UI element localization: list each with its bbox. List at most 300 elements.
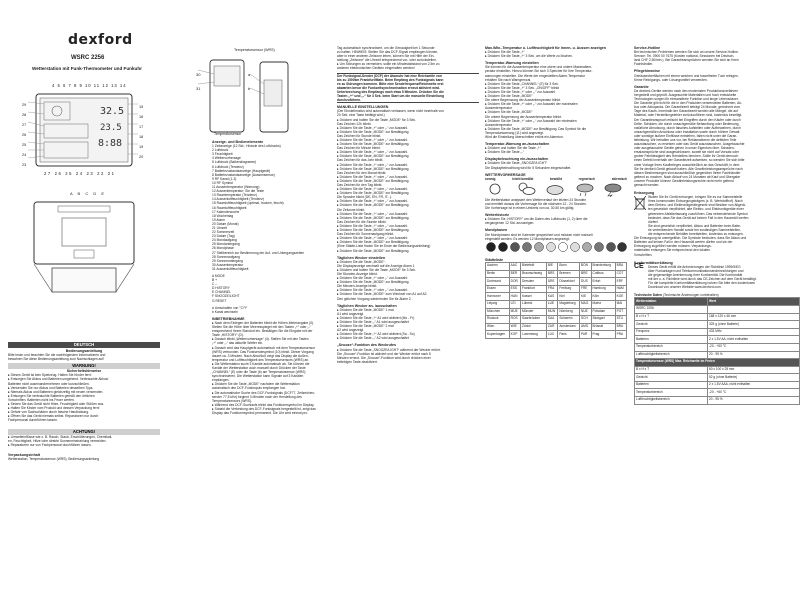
hotline-line: Fachhändler. xyxy=(634,62,654,67)
disposal-line: materialien entsorgen Sie entsprechend den lokalen xyxy=(634,248,711,253)
control-item: 4 Wettervorhersage xyxy=(212,156,241,161)
city-cell: HAM xyxy=(615,285,626,293)
warranty-line: natürliche Abnutzung, durch falsches Aufstellen oder Aufbewahren, durch xyxy=(634,125,741,130)
disposal-line: Vorschriften. xyxy=(634,252,653,257)
temp-warning-line: ▸ Drücken Sie die Taste „+“ oder „-“ zur Auswahl der minimalen xyxy=(485,118,577,123)
city-cell: Kassel xyxy=(521,293,547,301)
intro-line: stellung „Zeitzone“ die Uhrzeit entsprechend vor- oder zurückstellen. xyxy=(337,58,437,63)
city-cell: Münster xyxy=(521,308,547,316)
forecast-icons xyxy=(485,181,627,197)
tech-row xyxy=(635,343,800,351)
intro-line: Tag automatisch synchronisiert, um die Genauigkeit bei 1 Sekunde xyxy=(337,46,435,50)
city-cell: KOE xyxy=(615,293,626,301)
control-item: 23 Datum (Tag) xyxy=(212,234,235,239)
city-cell: DUS xyxy=(580,278,592,286)
tech-cell: 168 x 120 x 46 mm xyxy=(708,313,800,321)
control-item: 11 Aussentemperatur (Warnung) xyxy=(212,185,260,190)
setup-line: empfangen. xyxy=(212,378,230,383)
warranty-line: Material- oder Herstellungsfehler zurückzuführen sind, kostenlos beseitigt. xyxy=(634,113,743,118)
control-item: 16 Raumluftfeuchtigkeit xyxy=(212,205,247,210)
control-item: 3 Feuchtigkeit xyxy=(212,152,233,157)
sensor-button-item: b Kanal wechseln xyxy=(212,309,238,314)
column-2 xyxy=(212,0,324,614)
moon-line: Die Mondphasen sind im Kalender gespeichert und müssen nicht manuell xyxy=(485,232,593,237)
city-cell: PRA xyxy=(615,331,626,339)
warranty-line: Sie Ihr dexford-Gerät gekauft haben. Alle Gewährleistungsansprüche nach xyxy=(634,166,743,171)
tech-cell: 2 x 1,5V AAA, nicht enthalten xyxy=(708,381,800,389)
alarm-set-title: Täglichen Wecker einstellen xyxy=(337,255,386,260)
column-3 xyxy=(337,0,479,614)
disposal-line: Batterien auf keinen Fall in den Hausmüll werfen dürfen und sie der xyxy=(634,240,733,245)
manual-line: Das Zeichen für das Jahr blinkt. xyxy=(337,158,384,163)
safety-line: ▸ Entsorgen Sie Akkus und Batterien umgehend. Verbrauchte Akkus/ xyxy=(8,377,109,382)
forecast-line: und ermittelt daraus die Vorhersage für die nächsten 12 - 24 Stunden. xyxy=(485,202,587,206)
city-cell: SAA xyxy=(546,316,558,324)
city-cell: Köln xyxy=(591,293,615,301)
tech-cell: Gewicht xyxy=(635,321,708,329)
safety-line: ▸ Dieses Gerät ist kein Spielzeug. Halten Sie Kinder fern! xyxy=(8,373,92,378)
tech-row xyxy=(635,305,800,313)
manual-line: ▸ Drücken Sie die Taste „+“ oder „-“ zur Auswahl. xyxy=(337,162,408,167)
control-item: 9 RF Kanal (1-3) xyxy=(212,176,237,181)
city-cell: DRE xyxy=(546,278,558,286)
warranty-line: geltend zu machen. Nach Ablauf von 24 Monaten ab Kauf und Übergabe xyxy=(634,174,741,179)
safety-line: Vorschriften. Batterien nicht ins Feuer werfen. xyxy=(8,397,75,402)
tech-row xyxy=(635,313,800,321)
bin-icon xyxy=(634,196,646,210)
tech-cell: 60 x 100 x 25 mm xyxy=(708,366,800,374)
warranty-line: oder ausgetauschte Geräte gehen in unser Eigentum über. Schaden- xyxy=(634,146,735,151)
control-item: 25 Monduntergang xyxy=(212,242,240,247)
forecast-title: WETTERVORHERSAGE xyxy=(485,172,526,177)
care-line: Gehäuseoberflächen mit einem weichen und fusselfreien Tuch reinigen. xyxy=(634,73,739,78)
temp-warning-line: warnungen einstellen. Die Werte der eingestellten Alarm-Temperatur xyxy=(485,73,585,78)
city-cell: Wien xyxy=(486,323,510,331)
achtung-line: en, Feuchtigkeit, Hitze oder direkte Sonneneinstrahlung vermeiden. xyxy=(8,438,107,443)
manual-text-line: bewahren Sie diese Bedienungsanleitung zum Nachschlagen auf! xyxy=(8,357,105,362)
tech-cell: 20 - 95 % xyxy=(708,351,800,359)
city-cell: Bremen xyxy=(558,270,580,278)
safety-line: Fachpersonal durchführen lassen. xyxy=(8,418,58,423)
city-cell: LEI xyxy=(509,300,520,308)
disposal-title: Entsorgung xyxy=(634,191,655,196)
city-row xyxy=(486,293,627,301)
temp-warning-title: Temperatur-Warnung einstellen xyxy=(485,61,539,66)
city-cell: Lübeck xyxy=(521,300,547,308)
tech-cell: B x H x T xyxy=(635,366,708,374)
city-cell: Potsdam xyxy=(591,308,615,316)
tech-head-row: Wetterstation Wert xyxy=(635,298,800,306)
manual-line: ▸ Drücken Sie die Taste „MODE“ zur Bestätigung. xyxy=(337,166,410,171)
setup-line: entsprechend Ihrem Standort ein. Bestätigen Sie die Eingabe mit der xyxy=(212,329,313,334)
tech-cell: Frequenz xyxy=(635,328,708,336)
safety-line: ▸ Halten Sie Kinder vom Produkt und dessen Verpackung fern! xyxy=(8,406,100,411)
sensor-top-label: Temperatursensor (WRS) xyxy=(234,48,275,52)
control-item: 8 Batteriezustandsanzeige (Aussensensor) xyxy=(212,172,275,177)
city-cell: WIE xyxy=(509,323,520,331)
city-row xyxy=(486,285,627,293)
alarm-toggle-line: A2 wird angezeigt xyxy=(337,328,364,333)
control-item: 15 Raumluftfeuchtigkeit (optimal, trocken, feucht) xyxy=(212,201,284,206)
tech-cell: -20 - +60 °C xyxy=(708,389,800,397)
city-row xyxy=(486,331,627,339)
manual-line: ▸ Drücken und halten Sie die Taste „MODE“ für 3 Sek. xyxy=(337,117,416,122)
achtung-line: ▸ Reparaturen nur von Fachpersonal durchführen lassen. xyxy=(8,442,92,447)
setup-title: INBETRIEBNAHME xyxy=(212,316,245,321)
control-item: 24 Mondaufgang xyxy=(212,238,237,243)
snooze-line: Die „Snooze“-Funktion ist aktiviert und der Wecker ertönt nach 5 xyxy=(337,351,431,356)
ce-mark-icon: CE xyxy=(634,262,644,270)
manual-line: Das Zeichen für Minute blinkt. xyxy=(337,146,381,151)
warranty-line: unter Vorlage Ihres Kaufbeleges ausschließlich an das Geschäft, in dem xyxy=(634,162,740,167)
safety-title: Sicherheitshinweise xyxy=(66,369,102,374)
tech-cell: WSRC 2256 xyxy=(635,305,708,313)
city-cell: Nürnberg xyxy=(558,308,580,316)
temp-warning-line: Wird die Einstellung überschritten ertönt ein Alarmton. xyxy=(485,134,564,139)
alarm-toggle-line: ▸ Drücken Sie die Taste „MODE“ 2 mal xyxy=(337,324,394,329)
manual-line: ▸ Drücken Sie die Taste „MODE“ zur Bestätigung. xyxy=(337,228,410,233)
city-row xyxy=(486,323,627,331)
manual-line: (Eine Städte-Liste finden Sie im Ende der Bedienungsanleitung) xyxy=(337,244,431,249)
disposal-line: ten gesetzlich verpflichtet, alte Elektro- und Elektronikgeräte einer xyxy=(648,207,744,212)
manual-line: ▸ Drücken Sie die Taste „+“ oder „-“ zur Auswahl. xyxy=(337,236,408,241)
product-subtitle: Wetterstation mit Funk-Thermometer und Funkuhr xyxy=(32,66,142,71)
disposal-line: bedeutet, dass Sie das Gerät auf keinen Fall in den Hausmüll werfen xyxy=(648,215,749,220)
tech-cell: Gewicht xyxy=(635,374,708,382)
city-cell: Amsterdam xyxy=(558,323,580,331)
manual-line: ▸ Drücken Sie die Taste „+“ oder „-“ zur Auswahl. xyxy=(337,187,408,192)
manual-line: ▸ Drücken Sie die Taste „+“ oder „-“ zur Auswahl. xyxy=(337,174,408,179)
manual-line: ▸ Drücken Sie die Taste „+“ oder „-“ zur Auswahl. xyxy=(337,199,408,204)
tech-row xyxy=(635,328,800,336)
setup-line: ▸ Danach blinkt „Wettervorhersage“ (4). Stellen Sie mit den Tasten xyxy=(212,337,309,342)
city-cell: DOR xyxy=(509,278,520,286)
manual-text-line: Bitte lesen und beachten Sie die nachfolgenden Informationen und xyxy=(8,353,106,358)
city-cell: KIE xyxy=(580,293,592,301)
alarm-toggle-line: ▸ Drücken Sie die Taste „+“ A2 wird aktiviert (Sa - So) xyxy=(337,332,415,337)
city-cell: ROS xyxy=(509,316,520,324)
city-cell: Saarbrücken xyxy=(521,316,547,324)
temp-warning-line: ▸ Drücken Sie die Taste „MODE“ zur Bestätigung. Das Symbol für die xyxy=(485,126,587,131)
warranty-line: ersatzansprüche sind ausgeschlossen, soweit sie nicht auf Vorsatz oder xyxy=(634,150,740,155)
tech-cell: 20 - 95 % xyxy=(708,397,800,405)
manual-line: ▸ Drücken Sie die Taste „+“ oder „-“ zur Auswahl. xyxy=(337,150,408,155)
control-item: 22 Sommerzeit xyxy=(212,230,235,235)
deutsch-heading: DEUTSCH xyxy=(8,342,160,348)
safety-line: ▸ Setzen Sie das Gerät nicht Hitze, Feuchtigkeit oder Stößen aus. xyxy=(8,402,105,407)
intro-line: anderen elektronischen Geräten eingehalten werden! xyxy=(337,66,415,71)
control-item: 12 Aussentemperatur; Sie die Teste xyxy=(212,189,264,194)
snooze-title: „Snooze“-Funktion des Weckrufes xyxy=(337,343,397,348)
city-cell: Bonn xyxy=(558,262,580,270)
tech-row xyxy=(635,374,800,382)
tech-table xyxy=(634,297,800,404)
intro-line: zu halten. HINWEIS: Stellen Sie das DCF-Signal empfangen können, xyxy=(337,50,439,55)
control-item: 14 Aussenluftfeuchtigkeit (Tendenz) xyxy=(212,197,265,202)
control-item: 30 Aussentemperatur xyxy=(212,262,244,267)
city-cell: MUE xyxy=(509,308,520,316)
manual-line: Die Zeitzone blinkt. xyxy=(337,207,366,212)
manual-line: ▸ Drücken Sie die Taste „+“ oder „-“ zur Auswahl. xyxy=(337,211,408,216)
city-cell: Aachen xyxy=(486,262,510,270)
minmax-line: ▸ Drücken Sie die Taste „+“ 3 Sek. um die Werte zu löschen. xyxy=(485,54,573,59)
city-table xyxy=(485,262,627,339)
snooze-line: ▸ Drücken Sie die Taste „SNOOZE/LIGHT“ während der Wecker ertönt. xyxy=(337,347,441,352)
intro-line: aber in einer anderen Zeitzone leben, können Sie mit Hilfe der Ein- xyxy=(337,54,435,59)
conformity-line: die gegenseitige Anerkennung ihrer Konformität. Die Konformität xyxy=(648,272,743,277)
control-item: 10 RF Symbol xyxy=(212,180,233,185)
warranty-line: kus oder Akkupacks. Die Garantiezeit beträgt 24 Monate, gerechnet vom xyxy=(634,105,741,110)
city-row xyxy=(486,278,627,286)
manual-settings-title: MANUELLE EINSTELLUNGEN xyxy=(337,105,389,110)
city-cell: BON xyxy=(580,262,592,270)
backlight-line: Die Displaybeleuchtung wird für 5 Sekunden eingeschaltet. xyxy=(485,165,572,170)
warranty-line: gemacht werden. xyxy=(634,183,660,187)
city-cell: Freiburg xyxy=(558,285,580,293)
city-cell: Frankfurt xyxy=(521,285,547,293)
contents-title: Verpackungsinhalt xyxy=(8,452,40,457)
disposal-line: Ihres kommunalen Entsorgungsträgers (z. B. Wertstoffhof). Nach xyxy=(648,199,743,204)
city-cell: Brandenburg xyxy=(591,262,615,270)
safety-line: ▸ Öffnen Sie das Gerät niemals selbst. Reparaturen nur durch xyxy=(8,414,99,419)
city-cell: Rostock xyxy=(486,316,510,324)
warranty-line: auszutauschen, zu ersetzen oder das Gerät auszutauschen. Ausgetauschte xyxy=(634,142,745,147)
city-cell: ERF xyxy=(615,278,626,286)
display-illustration xyxy=(8,90,160,202)
disposal-line: Sie sind gesetzlich verpflichtet, Akkus und Batterien beim Batte- xyxy=(648,223,742,228)
city-cell: Braunschweig xyxy=(521,270,547,278)
city-cell: Hamburg xyxy=(591,285,615,293)
city-row xyxy=(486,270,627,278)
warning-toggle-title: Temperatur-Warnung an-/ausschalten xyxy=(485,142,550,147)
moon-title: Mondphasen xyxy=(485,228,508,233)
brand-logo: dexford xyxy=(68,32,133,48)
tech-cell: Luftfeuchtigkeitsbereich xyxy=(635,397,708,405)
tech-cell: B x H x T xyxy=(635,313,708,321)
disposal-line: Die Entsorgung ist unentgeltlich. Die Symbole bedeuten, dass Sie Akkus und xyxy=(634,236,747,241)
tech-row xyxy=(635,397,800,405)
sensor-label-a: a xyxy=(248,72,251,77)
city-cell: BRA xyxy=(615,262,626,270)
snooze-line: beliebigen Taste deaktiviert. xyxy=(337,359,378,364)
svg-text:23.5: 23.5 xyxy=(100,123,122,133)
tech-cell: 2 x 1,5V AA, nicht enthalten xyxy=(708,336,800,344)
manual-line: ▸ Drücken Sie die Taste „MODE“ zur Bestätigung. xyxy=(337,191,410,196)
minmax-line: ▸ Drücken Sie die Taste „+“ xyxy=(485,50,525,55)
safety-line: ▸ Entsorgen Sie verbrauchte Batterien gemäß den örtlichen xyxy=(8,393,95,398)
service-section xyxy=(634,46,800,405)
safety-section xyxy=(8,342,160,461)
tech-cell: -20 - +50 °C xyxy=(708,343,800,351)
city-cell: Cottbus xyxy=(591,270,615,278)
city-cell: HAN xyxy=(509,293,520,301)
warranty-line: Der Garantieanspruch erlischt bei Eingriffen durch den Käufer oder durch xyxy=(634,117,741,122)
setup-line: Display das Funkturmsymbol permanent. Die Uhr wird einmal pro xyxy=(212,411,308,415)
setup-line: „CHANNEL“ (E) oder die Taste (b) am Temperatursensor (WRS) xyxy=(212,370,306,375)
disposal-line: die entsprechende Behälter bereitstellen, kostenlos zu entsorgen. xyxy=(648,232,744,237)
setup-line: Temperatursensors (WRS). xyxy=(212,398,252,403)
city-cell: SCH xyxy=(580,316,592,324)
control-item: 31 Aussenluftfeuchtigkeit xyxy=(212,266,249,271)
sensor-label-30: 30 xyxy=(196,72,201,77)
manual-line: ▸ Drücken Sie die Taste „MODE“ zur Bestätigung. xyxy=(337,240,410,245)
button-item: C – xyxy=(212,282,218,287)
control-item: 20 Datum (Monat) xyxy=(212,221,239,226)
control-item: 21 Uhrzeit xyxy=(212,225,228,230)
control-item: 1 Zeitanzeige (12 Std.; Historie des Luftdrucks) xyxy=(212,144,281,149)
city-cell: FRA xyxy=(546,285,558,293)
manual-line: ▸ Drücken Sie die Taste „MODE“ zur Bestätigung. xyxy=(337,203,410,208)
manual-title: Bedienungsanleitung xyxy=(65,349,103,353)
svg-text:8:88: 8:88 xyxy=(98,138,123,149)
manual-line: ▸ Drücken Sie die Taste „MODE“ zur Bestätigung. xyxy=(337,215,410,220)
sensor-label-b: b xyxy=(248,86,251,91)
top-callouts: 4 5 6 7 8 9 10 11 12 13 14 xyxy=(52,83,127,88)
safety-line: ▸ Gefahr von Sachschäden durch falsche Handhabung. xyxy=(8,410,90,415)
tech-cell: Temperaturbereich xyxy=(635,389,708,397)
warranty-line: grober Fahrlässigkeit des Herstellers beruhen. Sollte Ihr Gerät dennoch xyxy=(634,154,739,159)
backlight-title: Displaybeleuchtung ein-/ausschalten xyxy=(485,157,549,162)
controls-title: Anzeige- und Bedienelemente xyxy=(212,140,264,144)
city-cell: LUE xyxy=(546,300,558,308)
city-cell: Düsseldorf xyxy=(558,278,580,286)
city-cell: Paris xyxy=(558,331,580,339)
setup-line: ▸ Die automatische Suche des DCF-Funksignals (DCF77, Zeitzeichen- xyxy=(212,390,316,395)
city-cell: KOP xyxy=(509,331,520,339)
button-item: F SNOOZE/LIGHT xyxy=(212,294,240,299)
setup-line: ▸ Sobald die Verbindung des DCF-Funksignals hergestellt ist, zeigt das xyxy=(212,406,316,411)
care-line: Keine Reinigungs- oder Lösungsmittel verwenden. xyxy=(634,77,708,82)
button-item: D HISTORY xyxy=(212,286,230,291)
history-title: Wetterhistorie xyxy=(485,213,510,218)
weather-section xyxy=(485,46,627,339)
city-cell: MAG xyxy=(580,300,592,308)
button-item: G RESET xyxy=(212,298,227,303)
city-row xyxy=(486,300,627,308)
city-cell: NUE xyxy=(580,308,592,316)
model-name: WSRC 2256 xyxy=(71,55,105,61)
temp-warning-line: ▸ Drücken Sie die Taste „+“ oder „-“ zur Auswahl xyxy=(485,89,556,94)
setup-line: ▸ Die Wetterstation sucht 3 Kanäle automatisch ab. Sie können die xyxy=(212,361,310,366)
button-item: E CHANNEL xyxy=(212,290,231,295)
column-4 xyxy=(485,0,627,614)
alarm-line: Den gleichen Vorgang wiederholen Sie für Alarm 2. xyxy=(337,296,412,301)
forecast-line: Die Vorhersage ist in einem Umkreis von ca. 30-50 km gültig. xyxy=(485,206,575,211)
conformity-line: Für die komplette Konformitätserklärung nutzen Sie bitte den kostenlosen xyxy=(648,281,756,286)
snooze-line: Minuten erneut. Die „Snooze“-Funktion wird durch drücken einer xyxy=(337,355,431,360)
setup-line: ▸ Danach wird das Hauptgerät automatisch mit dem Temperatursensor xyxy=(212,345,316,350)
warranty-line: unserer Produkte können Gewährleistungsrechte nicht mehr geltend xyxy=(634,178,734,183)
button-letters: A B C D E xyxy=(70,191,107,196)
alarm-line: ▸ Drücken und halten Sie die Taste „MODE“ für 3 Sek. xyxy=(337,267,416,272)
disposal-line: dürfen! xyxy=(648,219,659,224)
warranty-line: Dritte. Schäden, die durch unsachgemäße Behandlung oder Bedienung, xyxy=(634,121,740,126)
button-item: A MODE xyxy=(212,274,225,278)
achtung-line: ▸ Umwelteinflüsse wie z. B. Rauch, Staub, Erschütterungen, Chemikali- xyxy=(8,434,113,439)
tech-row xyxy=(635,351,800,359)
alarm-line: Die Stunden-Anzeige blinkt. xyxy=(337,271,378,276)
tech-cell: Luftfeuchtigkeitsbereich xyxy=(635,351,708,359)
city-cell: Stuttgart xyxy=(591,316,615,324)
right-callouts: 15 16 17 18 19 20 xyxy=(139,105,144,159)
warranty-line: Technologien sorgen für einwandfreie Funktion und lange Lebensdauer. xyxy=(634,97,739,102)
manual-line: ▸ Drücken Sie die Taste „MODE“ zur Bestätigung. xyxy=(337,248,410,253)
city-cell: Berlin xyxy=(486,270,510,278)
alarm-toggle-line: ▸ Drücken Sie die Taste „+“ A1 wird aktiviert (Mo - Fr) xyxy=(337,315,415,320)
tech-row xyxy=(635,336,800,344)
temp-warning-line: ▸ Drücken Sie die Taste „+“ 3 Sek. „ON/OFF“ blinkt xyxy=(485,85,560,90)
conformity-line: mit der o. a. Richtlinie wird durch das CE-Zeichen auf dem Gerät bestätigt. xyxy=(648,276,757,281)
tech-cell xyxy=(708,305,800,313)
column-5 xyxy=(634,0,800,614)
warning-heading: WARNUNG! xyxy=(8,363,160,369)
manual-line: ▸ Drücken Sie die Taste „MODE“ zur Bestätigung. xyxy=(337,142,410,147)
sensor-button-item: a Umschalten von °C/°F xyxy=(212,305,248,310)
city-cell: Mainz xyxy=(591,300,615,308)
warranty-line: Die Garantie gilt nicht für die in den Produkten verwendeten Batterien, Ak- xyxy=(634,101,742,106)
sensor-caption: Temperatursensor xyxy=(214,132,242,136)
city-cell: COT xyxy=(615,270,626,278)
manual-line: 20 Sek. eine Taste betätigt wird.) xyxy=(337,113,385,118)
city-row xyxy=(486,308,627,316)
city-cell: FRE xyxy=(580,285,592,293)
tech-title: Technische Daten (Technische Änderungen vorbehalten) xyxy=(634,293,719,298)
tech-cell: Batterien xyxy=(635,381,708,389)
city-cell: Kiel xyxy=(558,293,580,301)
column-1 xyxy=(8,0,160,614)
warning-toggle-line: ▸ Drücken Sie die Taste „-“ xyxy=(485,150,524,155)
manual-line: ▸ Drücken Sie die Taste „+“ oder „-“ zur Auswahl. xyxy=(337,125,408,130)
temp-warning-line: erhalten Sie nach Warngrenzal. xyxy=(485,77,532,82)
manual-line: ▸ Drücken Sie die Taste „+“ oder „-“ zur Auswahl. xyxy=(337,223,408,228)
city-cell: Luxemburg xyxy=(521,331,547,339)
manual-line: ▸ Drücken Sie die Taste „MODE“ zur Bestätigung. xyxy=(337,178,410,183)
alarm-line: ▸ Drücken Sie die Taste „+“ oder „-“ zur Auswahl. xyxy=(337,276,408,281)
disposal-line: rie vertreibenden Handel sowie bei zuständigen Sammelstellen, xyxy=(648,227,741,232)
achtung-heading: ACHTUNG! xyxy=(8,429,160,435)
tech-row xyxy=(635,389,800,397)
control-item: 18 Wochentag xyxy=(212,213,234,218)
manual-line: Das Zeichen für den Tag blinkt. xyxy=(337,183,383,187)
control-item: 13 Raumtemperatur (Tendenz) xyxy=(212,193,257,198)
back-view-diagram xyxy=(8,192,160,322)
manual-line: Die Sprache blinkt (DE, EN, FR, IT...). xyxy=(337,195,393,200)
alarm-line: Die Minuten-Anzeige blinkt. xyxy=(337,284,378,289)
care-title: Pflegehinweise xyxy=(634,69,660,74)
setup-line: ▸ Nach dem Einlegen der Batterien blinkt die Höhen-Meterangabe (0). xyxy=(212,320,315,325)
alarm-line: Die Displayanzeige wechselt auf die Anzeige Alarm 1 xyxy=(337,263,415,268)
disposal-line: Wollen Sie Ihr Gerät entsorgen, bringen Sie es zur Sammelstelle xyxy=(648,195,743,200)
setup-line: synchronisieren. Die Wetterstation kann Signale auf 3 Kanälen xyxy=(212,374,304,379)
city-cell: BRU xyxy=(615,323,626,331)
setup-line: automatisch den DCF-Funkimpuls empfangen hat. xyxy=(212,386,286,391)
city-cell: Dortmund xyxy=(486,278,510,286)
control-item: 17 Kalenderwoche xyxy=(212,209,240,214)
city-cell: Schwerin xyxy=(558,316,580,324)
hotline-line: Service: Tel. 0900 00 7675 (Kosten national, Sessionen bei Deutsch- xyxy=(634,54,735,59)
warning-toggle-line: ▸ Drücken und halten Sie die Taste „+“ xyxy=(485,146,541,151)
tech-head-row-2: Temperatursensor (WRS) Max. Reichweite im Freien xyxy=(635,359,800,367)
temp-warning-line: peratur einstellen. Hierzu können Sie sich 3 Speicher für Ihre Temperatur- xyxy=(485,69,593,74)
warranty-line: tieleistung. Wir behalten uns vor, bei Reklamationen die defekten Teile xyxy=(634,137,737,142)
warranty-line: diesen Bestimmungen sind ausschließlich gegenüber Ihrem Fachhändler xyxy=(634,170,741,175)
setup-line: ▸ Drücken Sie die Taste „MODE“ nachdem die Wetterstation xyxy=(212,382,300,387)
temp-warning-line: ▸ Drücken Sie die Taste „+“ oder „-“ zur Auswahl der maximalen xyxy=(485,102,578,107)
alarm-toggle-line: ▸ Drücken Sie die Taste „MODE“ 1 mal xyxy=(337,307,394,312)
temp-warning-line: Die obere Begrenzung der Aussentemperatur blinkt. xyxy=(485,98,561,103)
minmax-title: Max./Min.-Temperatur u. Luftfeuchtigkeit für Innen- u. Aussen anzeigen xyxy=(485,46,606,50)
setup-line: Stellen Sie die Höhe über Meeresspiegel mit den Tasten „+“ oder „-“ xyxy=(212,325,311,330)
